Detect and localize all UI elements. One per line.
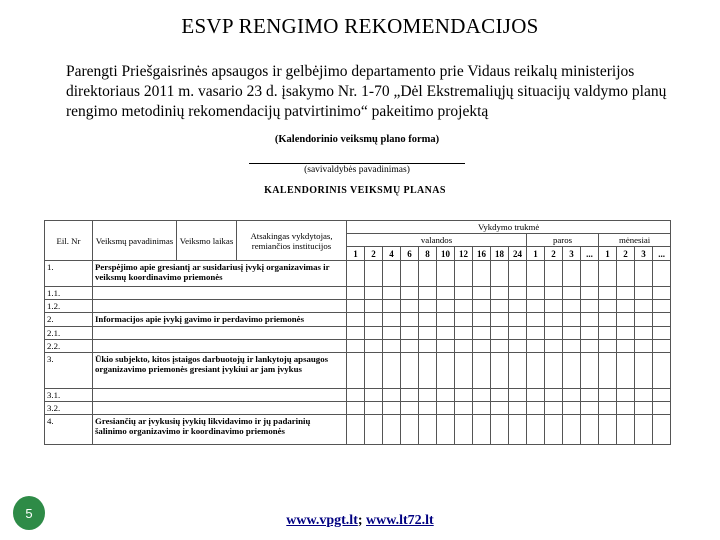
header-hour-2: 2 [365,247,383,261]
schedule-cell [491,415,509,445]
schedule-cell [527,313,545,327]
schedule-cell [635,300,653,313]
table-row [45,261,671,287]
schedule-cell [365,353,383,389]
schedule-cell [455,300,473,313]
schedule-cell [491,287,509,300]
table-row [45,313,671,327]
schedule-cell [599,300,617,313]
schedule-cell [653,340,671,353]
schedule-cell [581,340,599,353]
schedule-cell [491,389,509,402]
schedule-cell [347,340,365,353]
header-hour-8: 16 [473,247,491,261]
row-number: 2.1. [45,327,93,340]
schedule-cell [401,389,419,402]
row-number: 1.2. [45,300,93,313]
schedule-cell [437,415,455,445]
schedule-cell [599,389,617,402]
schedule-cell [545,300,563,313]
row-action: Ūkio subjekto, kitos įstaigos darbuotojų ir lankytojų apsaugos organizavimo priemonės gresiant įvykiui ar jam įvykus [93,353,347,389]
row-number: 3.1. [45,389,93,402]
header-month-1: 1 [599,247,617,261]
schedule-cell [527,261,545,287]
schedule-cell [437,402,455,415]
schedule-cell [401,300,419,313]
table-row [45,353,671,389]
schedule-cell [581,287,599,300]
schedule-cell [635,353,653,389]
schedule-cell [509,313,527,327]
schedule-cell [473,389,491,402]
schedule-cell [401,287,419,300]
header-day-4: ... [581,247,599,261]
municipality-name-line [249,163,465,164]
header-days: paros [527,234,599,247]
schedule-cell [383,287,401,300]
schedule-cell [491,340,509,353]
row-number: 4. [45,415,93,445]
header-responsible: Atsakingas vykdytojas, remiančios institucijos [237,221,347,261]
schedule-cell [437,389,455,402]
schedule-cell [509,340,527,353]
schedule-cell [617,353,635,389]
schedule-cell [365,340,383,353]
schedule-cell [437,340,455,353]
schedule-cell [653,327,671,340]
schedule-cell [581,402,599,415]
slide-title: ESVP RENGIMO REKOMENDACIJOS [181,14,539,38]
row-number: 1.1. [45,287,93,300]
schedule-cell [581,415,599,445]
schedule-cell [383,415,401,445]
form-caption: (Kalendorinio veiksmų plano forma) [274,134,440,145]
schedule-cell [581,300,599,313]
footer-separator: ; [357,513,367,528]
schedule-cell [653,261,671,287]
schedule-cell [419,313,437,327]
schedule-cell [617,261,635,287]
schedule-cell [455,313,473,327]
row-action [93,389,347,402]
schedule-cell [563,313,581,327]
header-hour-3: 4 [383,247,401,261]
header-hour-6: 10 [437,247,455,261]
schedule-cell [437,313,455,327]
schedule-cell [491,402,509,415]
plan-heading: KALENDORINIS VEIKSMŲ PLANAS [264,185,446,196]
row-number: 1. [45,261,93,287]
schedule-cell [563,340,581,353]
schedule-cell [365,415,383,445]
schedule-cell [635,402,653,415]
schedule-cell [545,327,563,340]
row-action [93,340,347,353]
schedule-cell [581,261,599,287]
schedule-cell [347,327,365,340]
schedule-cell [617,415,635,445]
header-nr: Eil. Nr [45,221,93,261]
schedule-cell [419,389,437,402]
schedule-cell [545,389,563,402]
schedule-cell [545,340,563,353]
header-hour-5: 8 [419,247,437,261]
schedule-cell [599,340,617,353]
schedule-cell [383,313,401,327]
schedule-cell [383,261,401,287]
schedule-cell [545,261,563,287]
schedule-cell [455,340,473,353]
schedule-cell [419,287,437,300]
link-lt72[interactable]: www.lt72.lt [366,513,434,528]
schedule-cell [653,415,671,445]
header-day-1: 1 [527,247,545,261]
schedule-cell [437,300,455,313]
row-number: 3. [45,353,93,389]
schedule-cell [347,287,365,300]
schedule-cell [473,300,491,313]
header-action: Veiksmų pavadinimas [93,221,177,261]
row-action [93,327,347,340]
schedule-cell [455,261,473,287]
schedule-cell [563,327,581,340]
schedule-cell [617,389,635,402]
schedule-cell [563,415,581,445]
schedule-cell [491,261,509,287]
schedule-cell [419,402,437,415]
schedule-cell [383,389,401,402]
schedule-cell [509,389,527,402]
schedule-cell [653,300,671,313]
schedule-cell [401,415,419,445]
schedule-cell [563,389,581,402]
schedule-cell [401,340,419,353]
schedule-cell [491,300,509,313]
schedule-cell [365,389,383,402]
schedule-cell [401,327,419,340]
schedule-cell [509,261,527,287]
schedule-cell [455,415,473,445]
header-hour-4: 6 [401,247,419,261]
schedule-cell [635,261,653,287]
row-action [93,402,347,415]
schedule-cell [347,353,365,389]
row-action: Gresiančių ar įvykusių įvykių likvidavimo ir jų padarinių šalinimo organizavimo ir koordinavimo priemonės [93,415,347,445]
schedule-cell [419,415,437,445]
schedule-cell [545,402,563,415]
schedule-cell [347,261,365,287]
schedule-cell [473,327,491,340]
schedule-cell [581,353,599,389]
schedule-cell [545,287,563,300]
form-sub-caption: (savivaldybės pavadinimas) [304,165,410,175]
schedule-cell [347,415,365,445]
schedule-cell [473,415,491,445]
schedule-cell [455,353,473,389]
schedule-cell [599,313,617,327]
schedule-cell [491,327,509,340]
schedule-cell [437,261,455,287]
schedule-cell [527,389,545,402]
schedule-cell [653,389,671,402]
schedule-cell [419,261,437,287]
header-time: Veiksmo laikas [177,221,237,261]
schedule-cell [473,402,491,415]
schedule-cell [455,287,473,300]
header-day-3: 3 [563,247,581,261]
schedule-cell [653,402,671,415]
schedule-cell [635,327,653,340]
schedule-cell [509,415,527,445]
schedule-cell [491,313,509,327]
schedule-cell [617,327,635,340]
schedule-cell [455,402,473,415]
header-hour-9: 18 [491,247,509,261]
schedule-cell [401,353,419,389]
schedule-cell [419,300,437,313]
table-row [45,402,671,415]
schedule-cell [509,353,527,389]
schedule-cell [347,313,365,327]
table-row [45,389,671,402]
schedule-cell [383,340,401,353]
intro-paragraph: Parengti Priešgaisrinės apsaugos ir gelbėjimo departamento prie Vidaus reikalų ministerijos direktoriaus 2011 m. vasario 23 d. įsakymo Nr. 1-70 „Dėl Ekstremaliųjų situacijų valdymo planų rengimo metodinių rekomendacijų patvirtinimo“ pakeitimo projektą [66,63,667,120]
schedule-cell [599,327,617,340]
schedule-cell [581,313,599,327]
calendar-plan-table [44,220,671,445]
schedule-cell [563,402,581,415]
schedule-cell [455,389,473,402]
table-row [45,287,671,300]
schedule-cell [365,287,383,300]
schedule-cell [545,353,563,389]
header-day-2: 2 [545,247,563,261]
schedule-cell [581,327,599,340]
schedule-cell [635,287,653,300]
schedule-cell [617,402,635,415]
schedule-cell [347,389,365,402]
header-month-4: ... [653,247,671,261]
header-hours: valandos [347,234,527,247]
schedule-cell [527,340,545,353]
schedule-cell [581,389,599,402]
link-vpgt[interactable]: www.vpgt.lt [286,513,358,528]
row-number: 3.2. [45,402,93,415]
schedule-cell [599,261,617,287]
table-row [45,327,671,340]
schedule-cell [509,287,527,300]
table-row [45,300,671,313]
header-duration: Vykdymo trukmė [347,221,671,234]
row-number: 2.2. [45,340,93,353]
row-action [93,287,347,300]
schedule-cell [401,261,419,287]
schedule-cell [365,313,383,327]
page-number-badge: 5 [13,496,45,530]
table-row [45,340,671,353]
schedule-cell [527,300,545,313]
schedule-cell [563,261,581,287]
row-number: 2. [45,313,93,327]
schedule-cell [347,300,365,313]
schedule-cell [599,353,617,389]
schedule-cell [383,353,401,389]
schedule-cell [347,402,365,415]
schedule-cell [509,327,527,340]
schedule-cell [635,389,653,402]
schedule-cell [599,287,617,300]
schedule-cell [563,287,581,300]
schedule-cell [527,402,545,415]
schedule-cell [653,353,671,389]
schedule-cell [617,287,635,300]
schedule-cell [437,327,455,340]
header-hour-10: 24 [509,247,527,261]
schedule-cell [365,327,383,340]
schedule-cell [383,300,401,313]
schedule-cell [635,313,653,327]
schedule-cell [401,313,419,327]
schedule-cell [383,402,401,415]
schedule-cell [473,353,491,389]
schedule-cell [617,340,635,353]
schedule-cell [419,340,437,353]
schedule-cell [527,415,545,445]
schedule-cell [365,402,383,415]
schedule-cell [473,261,491,287]
schedule-cell [635,415,653,445]
schedule-cell [563,353,581,389]
schedule-cell [653,287,671,300]
schedule-cell [473,313,491,327]
header-month-2: 2 [617,247,635,261]
schedule-cell [437,353,455,389]
footer-links [0,513,720,529]
schedule-cell [527,287,545,300]
schedule-cell [365,261,383,287]
schedule-cell [437,287,455,300]
schedule-cell [473,340,491,353]
schedule-cell [419,327,437,340]
schedule-cell [419,353,437,389]
schedule-cell [599,402,617,415]
table-row [45,415,671,445]
schedule-cell [635,340,653,353]
schedule-cell [455,327,473,340]
schedule-cell [545,415,563,445]
header-month-3: 3 [635,247,653,261]
row-action: Informacijos apie įvykį gavimo ir perdavimo priemonės [93,313,347,327]
schedule-cell [509,402,527,415]
schedule-cell [491,353,509,389]
row-action: Perspėjimo apie gresiantį ar susidariusį įvykį organizavimas ir veiksmų koordinavimo priemonės [93,261,347,287]
schedule-cell [509,300,527,313]
schedule-cell [563,300,581,313]
schedule-cell [527,353,545,389]
schedule-cell [617,300,635,313]
row-action [93,300,347,313]
header-hour-1: 1 [347,247,365,261]
header-hour-7: 12 [455,247,473,261]
schedule-cell [617,313,635,327]
schedule-cell [401,402,419,415]
schedule-cell [365,300,383,313]
schedule-cell [527,327,545,340]
schedule-cell [473,287,491,300]
schedule-cell [545,313,563,327]
header-months: mėnesiai [599,234,671,247]
schedule-cell [383,327,401,340]
schedule-cell [599,415,617,445]
schedule-cell [653,313,671,327]
